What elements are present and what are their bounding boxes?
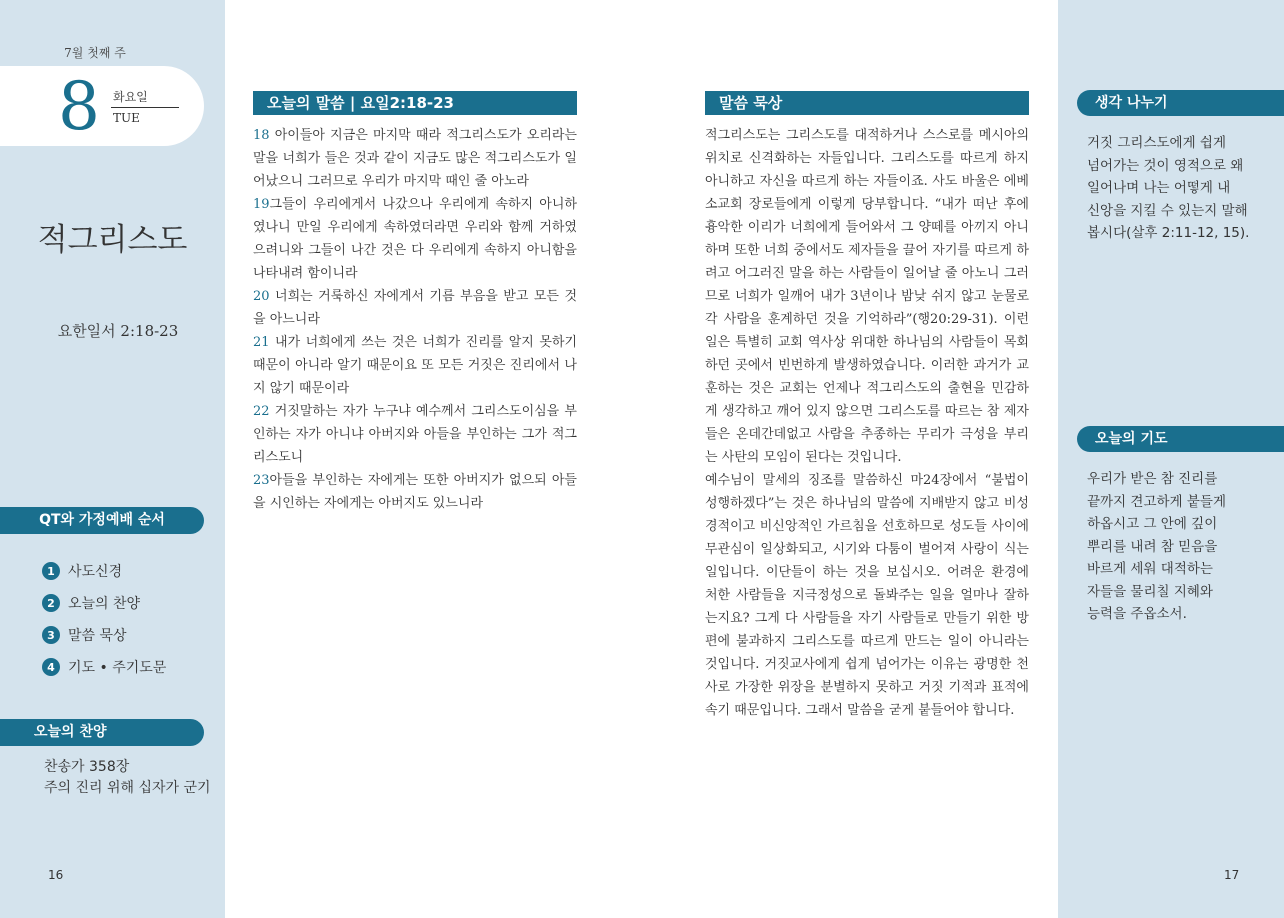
- verse: [253, 193, 577, 285]
- share-line: 신앙을 지킬 수 있는지 말해: [1087, 202, 1248, 219]
- order-item-label: 기도 • 주기도문: [68, 660, 167, 676]
- verse: [253, 400, 577, 469]
- verse-number: 21: [253, 335, 270, 350]
- share-line: 넘어가는 것이 영적으로 왜: [1087, 157, 1244, 174]
- page-title: 적그리스도: [37, 222, 188, 258]
- weekday-korean: 화요일: [113, 90, 148, 104]
- date-divider: [111, 107, 179, 108]
- scripture-body: [253, 124, 577, 515]
- week-label: 7월 첫째 주: [64, 46, 126, 60]
- verse-number: 18: [253, 128, 270, 143]
- hymn-title: 주의 진리 위해 십자가 군기: [44, 780, 211, 796]
- order-item-label: 사도신경: [68, 564, 123, 580]
- order-item-todays-song: [42, 587, 166, 619]
- verse-text: 내가 너희에게 쓰는 것은 너희가 진리를 알지 못하기 때문이 아니라 알기 때문이요 또 모든 거짓은 진리에서 나지 않기 때문이라: [253, 335, 577, 396]
- order-item-prayer: [42, 651, 166, 683]
- songs-header: 오늘의 찬양: [0, 719, 204, 746]
- verse-text: 아들을 부인하는 자에게는 또한 아버지가 없으되 아들을 시인하는 자에게는 아버지도 있느니라: [253, 473, 577, 511]
- verse: [253, 124, 577, 193]
- day-number: 8: [58, 68, 100, 145]
- prayer-line: 하옵시고 그 안에 깊이: [1087, 516, 1218, 532]
- prayer-line: 자들을 물리칠 지혜와: [1087, 583, 1213, 600]
- order-item-apostles-creed: [42, 555, 166, 587]
- scripture-header: 오늘의 말씀 | 요일2:18-23: [253, 91, 577, 115]
- songs-text: [44, 757, 211, 799]
- verse: [253, 285, 577, 331]
- verse-number: 19: [253, 197, 270, 212]
- share-line: 봅시다(살후 2:11-12, 15).: [1087, 225, 1250, 241]
- date-card: [0, 66, 204, 146]
- meditation-header: 말씀 묵상: [705, 91, 1029, 115]
- order-list: [42, 555, 166, 683]
- share-line: 거짓 그리스도에게 쉽게: [1087, 135, 1226, 151]
- prayer-line: 능력을 주옵소서.: [1087, 606, 1187, 622]
- meditation-body: [705, 124, 1029, 722]
- verse-text: 그들이 우리에게서 나갔으나 우리에게 속하지 아니하였나니 만일 우리에게 속하였더라면 우리와 함께 거하였으려니와 그들이 나간 것은 다 우리에게 속하지 아니함을 나타내려 함이니라: [253, 197, 577, 281]
- share-text: [1087, 132, 1267, 245]
- verse-number: 22: [253, 404, 270, 419]
- verse-number: 20: [253, 289, 270, 304]
- number-badge-icon: 2: [42, 594, 60, 612]
- number-badge-icon: 3: [42, 626, 60, 644]
- weekday-english: TUE: [113, 111, 140, 125]
- meditation-paragraph: 적그리스도는 그리스도를 대적하거나 스스로를 메시아의 위치로 신격화하는 자들입니다. 그리스도를 따르게 하지 아니하고 자신을 따르게 하는 자들이죠. 사도 바울은 에베소교회 장로들에게 이렇게 당부합니다. “내가 떠난 후에 흉악한 이리가 너희에게 들어와서 그 양떼를 아끼지 아니하며 또한 너희 중에서도 제자들을 끌어 자기를 따르게 하려고 어그러진 말을 하는 사람들이 일어날 줄 아노니 그러므로 너희가 일깨어 내가 3년이나 밤낮 쉬지 않고 눈물로 각 사람을 훈계하던 것을 기억하라”(행20:29-31). 이런 일은 특별히 교회 역사상 위대한 하나님의 사람들이 목회하던 곳에서 빈번하게 발생하였습니다. 이러한 과거가 교훈하는 것은 교회는 언제나 적그리스도의 출현을 민감하게 생각하고 깨어 있지 않으면 그리스도를 따르는 참 제자들은 온데간데없고 사람을 추종하는 무리가 극성을 부리는 사탄의 모임이 된다는 것입니다.: [705, 128, 1029, 465]
- share-header: 생각 나누기: [1077, 90, 1284, 116]
- order-item-label: 오늘의 찬양: [68, 596, 141, 612]
- prayer-line: 끝까지 견고하게 붙들게: [1087, 493, 1226, 510]
- prayer-line: 우리가 받은 참 진리를: [1087, 471, 1218, 487]
- verse-text: 아이들아 지금은 마지막 때라 적그리스도가 오리라는 말을 너희가 들은 것과 같이 지금도 많은 적그리스도가 일어났으니 그러므로 우리가 마지막 때인 줄 아노라: [253, 128, 577, 189]
- share-line: 일어나며 나는 어떻게 내: [1087, 180, 1231, 196]
- order-header: QT와 가정예배 순서: [0, 507, 204, 534]
- hymn-number: 찬송가 358장: [44, 759, 130, 775]
- page-number-right: 17: [1224, 868, 1240, 882]
- prayer-text: [1087, 468, 1267, 626]
- order-item-meditation: [42, 619, 166, 651]
- verse-text: 거짓말하는 자가 누구냐 예수께서 그리스도이심을 부인하는 자가 아니냐 아버지와 아들을 부인하는 그가 적그리스도니: [253, 404, 577, 465]
- verse-number: 23: [253, 473, 270, 488]
- number-badge-icon: 4: [42, 658, 60, 676]
- meditation-paragraph: 예수님이 말세의 징조를 말씀하신 마24장에서 “불법이 성행하겠다”는 것은 하나님의 말씀에 지배받지 않고 비성경적이고 비신앙적인 가르침을 선호하므로 성도들 사이에 무관심이 일상화되고, 시기와 다툼이 벌어져 사랑이 식는 일입니다. 이단들이 하는 것을 보십시오. 어려운 환경에 처한 사람들을 지극정성으로 돌봐주는 일을 얼마나 잘하는지요? 그게 다 사람들을 자기 사람들로 만들기 위한 방편에 불과하지 그리스도를 따르게 만드는 일이 아니라는 것입니다. 거짓교사에게 쉽게 넘어가는 이유는 광명한 천사로 가장한 위장을 분별하지 못하고 거짓 기적과 표적에 속기 때문입니다. 그래서 말씀을 굳게 붙들어야 합니다.: [705, 473, 1029, 718]
- prayer-line: 바르게 세워 대적하는: [1087, 561, 1213, 577]
- verse: [253, 469, 577, 515]
- prayer-header: 오늘의 기도: [1077, 426, 1284, 452]
- prayer-line: 뿌리를 내려 참 믿음을: [1087, 538, 1218, 555]
- scripture-reference: 요한일서 2:18-23: [57, 322, 179, 340]
- page-number-left: 16: [48, 868, 64, 882]
- verse: [253, 331, 577, 400]
- verse-text: 너희는 거룩하신 자에게서 기름 부음을 받고 모든 것을 아느니라: [253, 289, 577, 327]
- number-badge-icon: 1: [42, 562, 60, 580]
- order-item-label: 말씀 묵상: [68, 628, 127, 644]
